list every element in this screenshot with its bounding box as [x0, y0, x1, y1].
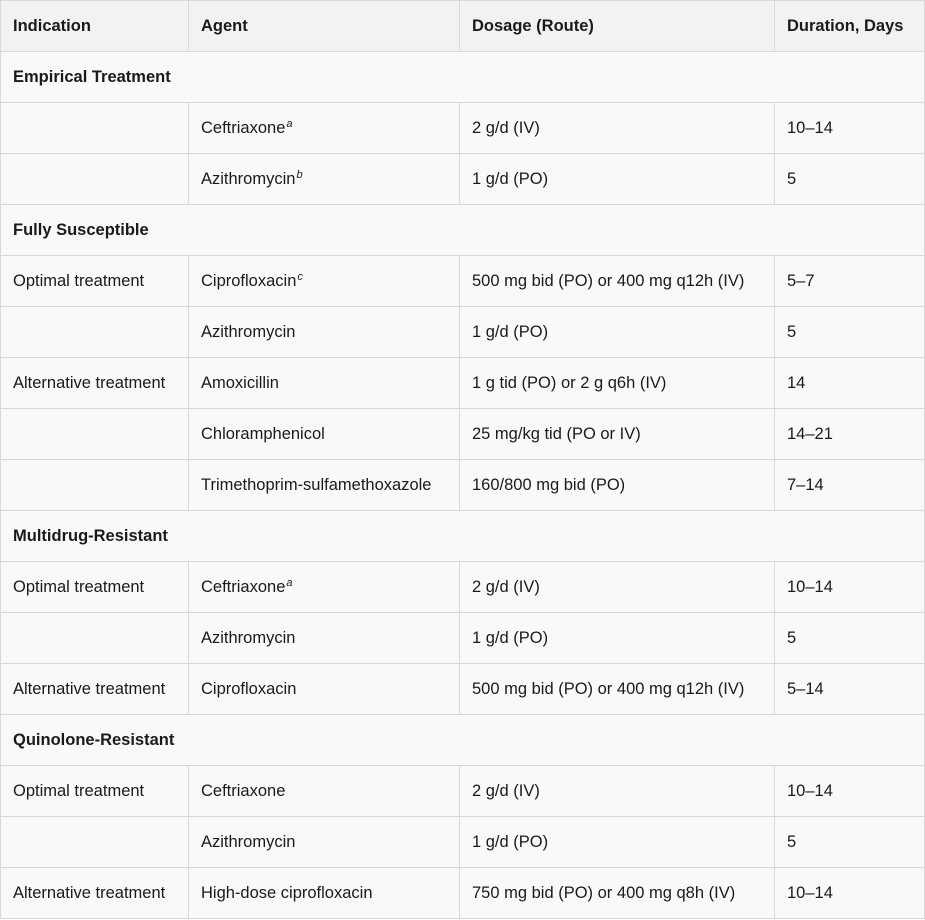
table-row [1, 817, 925, 868]
section-title: Empirical Treatment [1, 52, 925, 103]
cell-agent [189, 358, 460, 409]
table-row [1, 664, 925, 715]
cell-agent [189, 766, 460, 817]
cell-indication [1, 409, 189, 460]
header-agent: Agent [189, 1, 460, 52]
cell-indication [1, 460, 189, 511]
section-row [1, 52, 925, 103]
cell-duration: 14 [775, 358, 925, 409]
cell-agent [189, 409, 460, 460]
table-row [1, 256, 925, 307]
cell-indication [1, 103, 189, 154]
cell-duration: 5 [775, 154, 925, 205]
cell-duration: 5 [775, 307, 925, 358]
table-row [1, 307, 925, 358]
agent-name: Ceftriaxone [201, 119, 286, 137]
section-row [1, 511, 925, 562]
agent-name: Amoxicillin [201, 374, 279, 392]
header-dosage: Dosage (Route) [460, 1, 775, 52]
cell-indication: Optimal treatment [1, 766, 189, 817]
footnote-marker: a [286, 118, 293, 130]
cell-dosage: 25 mg/kg tid (PO or IV) [460, 409, 775, 460]
cell-indication: Alternative treatment [1, 868, 189, 919]
cell-duration: 5 [775, 613, 925, 664]
cell-agent [189, 307, 460, 358]
footnote-marker: b [296, 169, 303, 181]
table-row [1, 613, 925, 664]
table-row [1, 358, 925, 409]
cell-duration: 10–14 [775, 103, 925, 154]
agent-name: Ceftriaxone [201, 782, 286, 800]
cell-indication: Alternative treatment [1, 664, 189, 715]
agent-name: Ciprofloxacin [201, 680, 297, 698]
cell-agent [189, 868, 460, 919]
cell-dosage: 500 mg bid (PO) or 400 mg q12h (IV) [460, 256, 775, 307]
table-row [1, 154, 925, 205]
agent-name: Ciprofloxacin [201, 272, 297, 290]
table-header [1, 1, 925, 52]
agent-name: High-dose ciprofloxacin [201, 884, 373, 902]
table-row [1, 409, 925, 460]
cell-dosage: 1 g tid (PO) or 2 g q6h (IV) [460, 358, 775, 409]
cell-agent [189, 817, 460, 868]
header-duration: Duration, Days [775, 1, 925, 52]
cell-agent [189, 154, 460, 205]
cell-duration: 5 [775, 817, 925, 868]
agent-name: Ceftriaxone [201, 578, 286, 596]
agent-name: Trimethoprim-sulfamethoxazole [201, 476, 432, 494]
table-body [1, 52, 925, 919]
cell-indication [1, 154, 189, 205]
cell-duration: 10–14 [775, 766, 925, 817]
cell-dosage: 2 g/d (IV) [460, 103, 775, 154]
cell-agent [189, 664, 460, 715]
cell-indication [1, 613, 189, 664]
cell-dosage: 1 g/d (PO) [460, 154, 775, 205]
cell-dosage: 2 g/d (IV) [460, 562, 775, 613]
cell-duration: 7–14 [775, 460, 925, 511]
agent-name: Azithromycin [201, 170, 296, 188]
cell-dosage: 1 g/d (PO) [460, 817, 775, 868]
header-row [1, 1, 925, 52]
table-row [1, 766, 925, 817]
cell-agent [189, 256, 460, 307]
cell-agent [189, 613, 460, 664]
cell-dosage: 160/800 mg bid (PO) [460, 460, 775, 511]
cell-duration: 10–14 [775, 562, 925, 613]
footnote-marker: c [297, 271, 303, 283]
cell-indication: Alternative treatment [1, 358, 189, 409]
cell-indication: Optimal treatment [1, 562, 189, 613]
table-row [1, 103, 925, 154]
cell-dosage: 1 g/d (PO) [460, 613, 775, 664]
footnote-marker: a [286, 577, 293, 589]
cell-agent [189, 562, 460, 613]
agent-name: Azithromycin [201, 629, 296, 647]
header-indication: Indication [1, 1, 189, 52]
cell-indication: Optimal treatment [1, 256, 189, 307]
section-title: Quinolone-Resistant [1, 715, 925, 766]
cell-dosage: 2 g/d (IV) [460, 766, 775, 817]
table-row [1, 460, 925, 511]
table-row [1, 562, 925, 613]
section-title: Multidrug-Resistant [1, 511, 925, 562]
cell-agent [189, 460, 460, 511]
table-row [1, 868, 925, 919]
cell-duration: 14–21 [775, 409, 925, 460]
cell-dosage: 750 mg bid (PO) or 400 mg q8h (IV) [460, 868, 775, 919]
agent-name: Azithromycin [201, 833, 296, 851]
section-row [1, 205, 925, 256]
cell-dosage: 1 g/d (PO) [460, 307, 775, 358]
section-title: Fully Susceptible [1, 205, 925, 256]
cell-dosage: 500 mg bid (PO) or 400 mg q12h (IV) [460, 664, 775, 715]
agent-name: Azithromycin [201, 323, 296, 341]
section-row [1, 715, 925, 766]
cell-indication [1, 307, 189, 358]
cell-duration: 5–7 [775, 256, 925, 307]
cell-duration: 5–14 [775, 664, 925, 715]
agent-name: Chloramphenicol [201, 425, 325, 443]
cell-duration: 10–14 [775, 868, 925, 919]
cell-agent [189, 103, 460, 154]
cell-indication [1, 817, 189, 868]
